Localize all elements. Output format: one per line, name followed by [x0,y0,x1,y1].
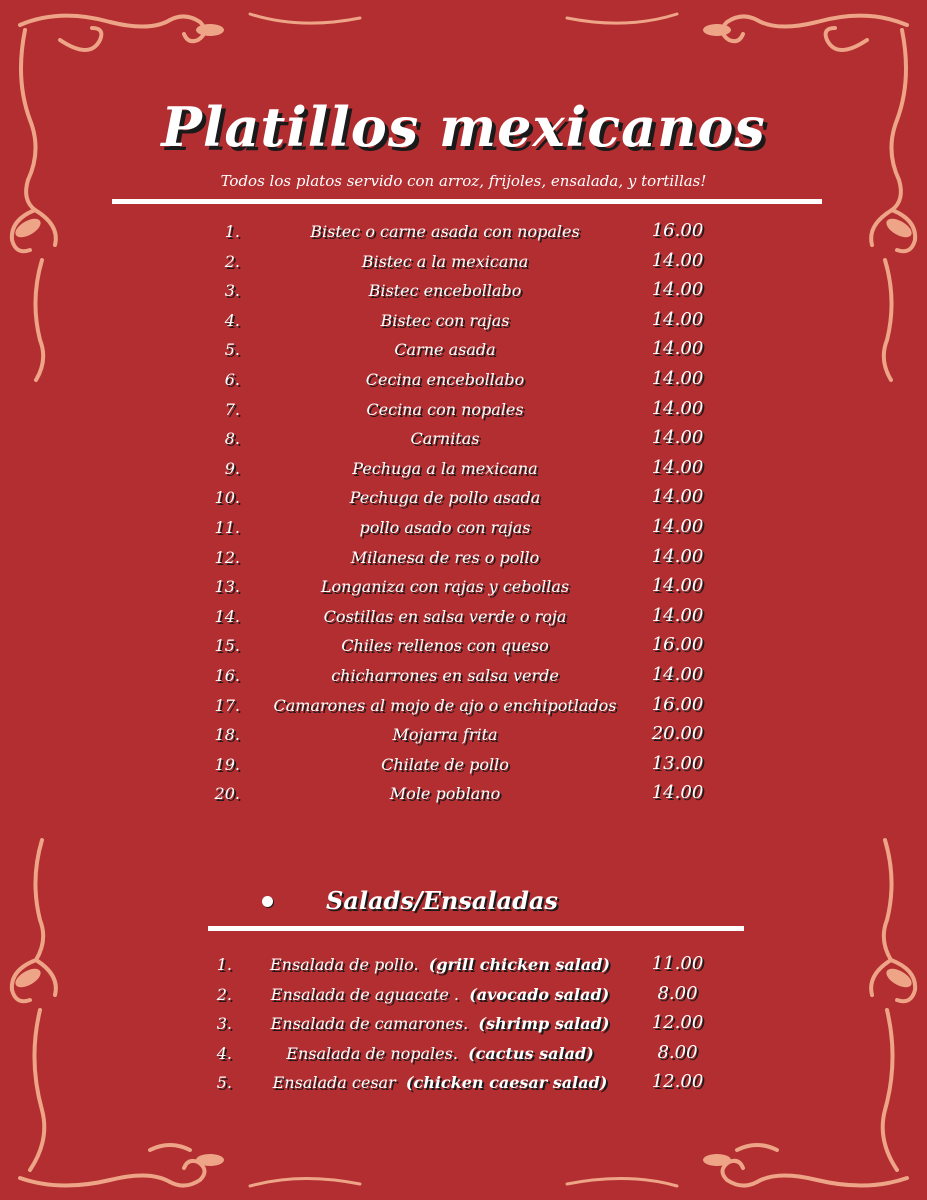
salad-number: 3. [216,1014,232,1033]
dish-number: 11. [214,518,240,537]
dish-number: 3. [224,281,240,301]
dish-price: 14.00 [651,545,704,567]
dish-price: 14.00 [651,308,704,330]
dish-row [0,571,927,601]
dish-row [0,690,927,720]
dish-name: Cecina encebollabo [365,370,525,389]
dish-name: Mojarra frita [392,725,498,745]
dish-number: 16. [214,666,240,685]
salad-number: 1. [216,955,232,974]
salad-name-en: (shrimp salad) [478,1014,610,1033]
salad-row [0,1068,927,1098]
salad-name-es: Ensalada de aguacate . [270,984,460,1004]
dish-number: 18. [214,725,240,745]
dish-name: chicharrones en salsa verde [331,666,559,685]
salad-name [255,1073,625,1092]
dish-row [0,660,927,690]
salad-name-en: (grill chicken salad) [428,955,610,974]
salad-name-es: Ensalada de nopales. [286,1043,458,1063]
dish-price: 14.00 [651,338,704,360]
dish-price: 16.00 [651,220,704,241]
dish-row [0,305,927,335]
dish-number: 6. [224,370,240,389]
dish-row [0,630,927,660]
dish-price: 14.00 [651,664,704,685]
dish-number: 8. [224,429,240,449]
salad-name [255,1044,625,1063]
dish-name: Mole poblano [389,784,501,804]
dish-number: 1. [224,222,240,241]
salad-price: 11.00 [651,953,704,974]
salad-price: 12.00 [651,1012,704,1033]
salad-number: 5. [216,1073,232,1092]
dish-price: 13.00 [651,752,704,774]
salad-number: 4. [216,1043,232,1063]
dish-number: 9. [224,458,240,478]
dish-number: 14. [214,606,240,626]
salad-name [255,985,625,1004]
salad-name-en: (cactus salad) [468,1043,594,1063]
salad-name-es: Ensalada de pollo. [269,955,419,974]
dish-price: 14.00 [651,604,704,626]
dish-row [0,364,927,394]
dish-price: 16.00 [651,634,704,656]
dish-price: 14.00 [651,782,704,804]
salad-number: 2. [216,984,232,1004]
dish-name: Milanesa de res o pollo [350,547,540,567]
salad-name [255,1014,625,1033]
salad-price: 12.00 [651,1071,704,1092]
dish-number: 2. [224,251,240,271]
salads-divider [208,926,744,931]
dish-row [0,542,927,572]
dish-name: Carnitas [410,429,480,449]
dish-price: 20.00 [651,723,704,745]
dish-price: 14.00 [651,249,704,271]
dish-price: 14.00 [651,368,704,389]
dish-number: 5. [224,340,240,360]
salad-row [0,980,927,1010]
dish-number: 4. [224,310,240,330]
dish-price: 14.00 [651,575,704,597]
dish-row [0,601,927,631]
salad-row [0,1009,927,1039]
salads-heading-label: Salads/Ensaladas [326,886,558,915]
dish-number: 15. [214,636,240,656]
salad-price: 8.00 [657,1041,698,1063]
salad-name-en: (avocado salad) [469,984,610,1004]
dish-price: 14.00 [651,516,704,537]
dish-name: Pechuga de pollo asada [349,488,541,508]
title-divider [112,199,822,204]
dish-name: Carne asada [394,340,496,360]
corner-flourish-bottom-left [20,1145,360,1186]
dish-row [0,275,927,305]
dish-row [0,778,927,808]
dish-number: 12. [214,547,240,567]
salad-name-en: (chicken caesar salad) [405,1073,608,1092]
salad-name [255,955,625,974]
dish-number: 17. [214,695,240,715]
dish-name: Cecina con nopales [366,399,524,419]
dish-name: Bistec a la mexicana [361,251,529,271]
salad-name-es: Ensalada de camarones. [270,1014,469,1033]
dish-row [0,216,927,246]
dish-name: Bistec o carne asada con nopales [310,222,580,241]
dish-name: Bistec con rajas [380,310,510,330]
dish-row [0,482,927,512]
dish-name: pollo asado con rajas [359,518,531,537]
dish-number: 10. [214,488,240,508]
dish-number: 20. [214,784,240,804]
salad-price: 8.00 [657,982,698,1004]
menu-subtitle: Todos los platos servido con arroz, frijoles, ensalada, y tortillas! [220,172,707,190]
corner-flourish-bottom-right [567,1145,907,1186]
salad-row [0,950,927,980]
dish-price: 16.00 [651,693,704,715]
dish-name: Pechuga a la mexicana [352,458,538,478]
dish-name: Chilate de pollo [381,754,509,774]
dish-row [0,423,927,453]
dish-price: 14.00 [651,427,704,449]
dish-row [0,719,927,749]
dish-price: 14.00 [651,279,704,301]
dish-name: Longaniza con rajas y cebollas [320,577,570,597]
dish-row [0,453,927,483]
dish-number: 19. [214,754,240,774]
salad-name-es: Ensalada cesar [272,1073,396,1092]
dish-number: 13. [214,577,240,597]
dish-row [0,246,927,276]
dish-row [0,512,927,542]
dish-row [0,394,927,424]
salads-heading [0,882,927,922]
dish-name: Chiles rellenos con queso [341,636,549,656]
dish-price: 14.00 [651,486,704,508]
dish-price: 14.00 [651,397,704,419]
dish-row [0,334,927,364]
dish-price: 14.00 [651,456,704,478]
dish-name: Bistec encebollabo [368,281,522,301]
salad-row [0,1039,927,1069]
dish-number: 7. [224,399,240,419]
dish-name: Camarones al mojo de ajo o enchipotlados [273,695,617,715]
bullet-icon [262,896,273,907]
dish-name: Costillas en salsa verde o roja [323,606,567,626]
dish-row [0,749,927,779]
menu-title: Platillos mexicanos [161,95,766,159]
